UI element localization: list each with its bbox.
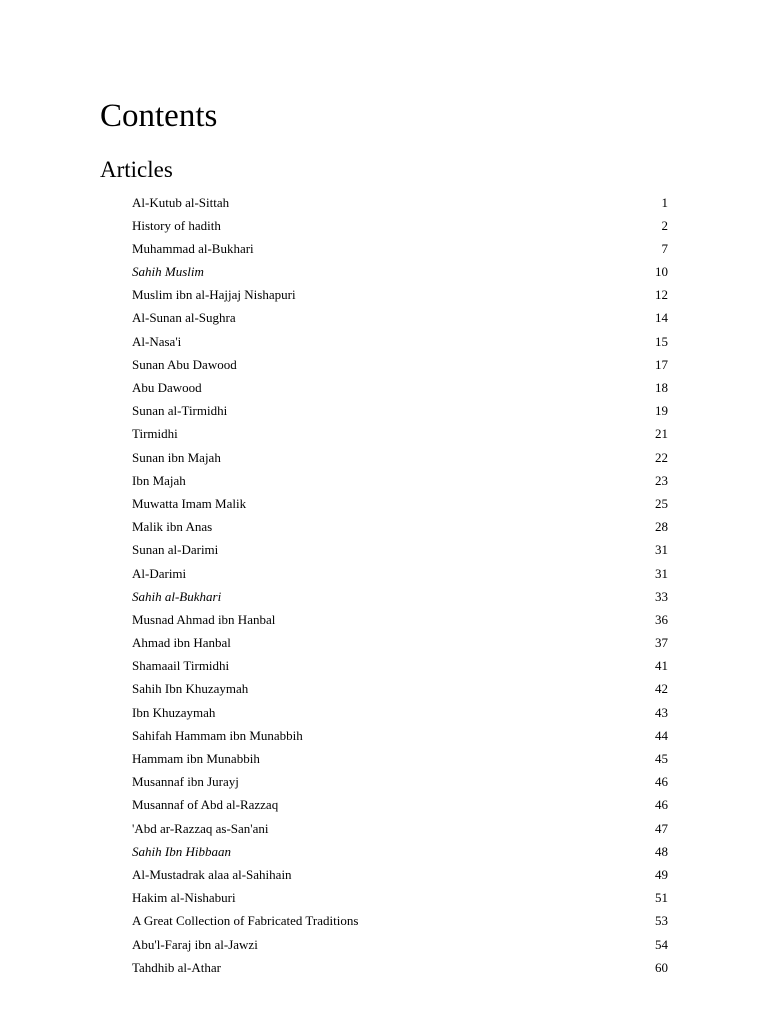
toc-entry[interactable] [132, 515, 668, 538]
toc-entry-title[interactable]: Hammam ibn Munabbih [132, 751, 260, 766]
toc-entry-page-number: 33 [655, 588, 668, 604]
toc-entry-title[interactable]: Tahdhib al-Athar [132, 959, 221, 975]
toc-entry-page-number: 42 [655, 681, 668, 697]
toc-entry-title[interactable]: A Great Collection of Fabricated Traditions [132, 913, 359, 929]
toc-entry-title[interactable]: Ibn Khuzaymah [132, 704, 216, 720]
toc-entry-page-number: 25 [655, 495, 668, 511]
toc-entry[interactable] [132, 677, 668, 700]
toc-entry[interactable] [132, 956, 668, 979]
toc-entry[interactable] [132, 283, 668, 306]
toc-entry-page-number: 17 [655, 356, 668, 372]
toc-entry-title[interactable]: Tirmidhi [132, 426, 178, 442]
toc-entry-page-number: 48 [655, 843, 668, 859]
toc-entry[interactable] [132, 446, 668, 469]
toc-entry[interactable] [132, 538, 668, 561]
toc-entry-page-number: 41 [655, 658, 668, 674]
toc-entry-title[interactable]: Al-Sunan al-Sughra [132, 310, 236, 326]
toc-entry-title[interactable]: Al-Nasa'i [132, 333, 182, 349]
table-of-contents [132, 191, 668, 979]
toc-entry[interactable] [132, 747, 668, 770]
toc-entry[interactable] [132, 654, 668, 677]
toc-entry-title[interactable]: Sunan al-Darimi [132, 542, 219, 558]
toc-entry-title[interactable]: Sahih Muslim [132, 264, 204, 280]
toc-entry-page-number: 10 [655, 264, 668, 280]
toc-entry-page-number: 51 [655, 890, 668, 906]
toc-entry-title[interactable]: Malik ibn Anas [132, 519, 213, 535]
toc-entry[interactable] [132, 608, 668, 631]
toc-entry-page-number: 54 [655, 936, 668, 952]
toc-entry[interactable] [132, 376, 668, 399]
toc-entry[interactable] [132, 585, 668, 608]
toc-entry[interactable] [132, 422, 668, 445]
toc-entry[interactable] [132, 840, 668, 863]
toc-entry-title[interactable]: Sunan al-Tirmidhi [132, 403, 228, 419]
toc-entry[interactable] [132, 724, 668, 747]
toc-entry-title[interactable]: Sahih Ibn Khuzaymah [132, 681, 249, 697]
toc-entry-title[interactable]: Ahmad ibn Hanbal [132, 635, 231, 651]
toc-entry[interactable] [132, 793, 668, 816]
toc-entry-page-number: 46 [655, 774, 668, 790]
toc-entry-page-number: 36 [655, 611, 668, 627]
toc-entry-title[interactable]: Musannaf ibn Jurayj [132, 774, 239, 790]
toc-entry-page-number: 18 [655, 380, 668, 395]
section-heading-articles: Articles [100, 157, 173, 182]
toc-entry[interactable] [132, 886, 668, 909]
toc-entry-title[interactable]: Abu'l-Faraj ibn al-Jawzi [132, 936, 258, 952]
toc-entry[interactable] [132, 237, 668, 260]
toc-entry-title[interactable]: Hakim al-Nishaburi [132, 890, 236, 906]
toc-entry-title[interactable]: History of hadith [132, 217, 221, 233]
toc-entry-title[interactable]: Ibn Majah [132, 472, 186, 488]
toc-entry[interactable] [132, 353, 668, 376]
toc-entry[interactable] [132, 399, 668, 422]
toc-entry[interactable] [132, 562, 668, 585]
toc-entry-page-number: 14 [655, 310, 668, 326]
toc-entry[interactable] [132, 701, 668, 724]
toc-entry-title[interactable]: Muslim ibn al-Hajjaj Nishapuri [132, 287, 296, 303]
toc-entry[interactable] [132, 330, 668, 353]
toc-entry-page-number: 60 [655, 959, 668, 975]
toc-entry-page-number: 31 [655, 565, 668, 581]
toc-entry-page-number: 19 [655, 403, 668, 419]
page-title: Contents [100, 98, 218, 134]
toc-entry-title[interactable]: Sunan ibn Majah [132, 449, 221, 465]
toc-entry-page-number: 47 [655, 820, 668, 836]
toc-entry-title[interactable]: 'Abd ar-Razzaq as-San'ani [132, 820, 269, 836]
toc-entry[interactable] [132, 909, 668, 932]
toc-entry[interactable] [132, 933, 668, 956]
toc-entry-title[interactable]: Shamaail Tirmidhi [132, 658, 230, 674]
toc-entry-title[interactable]: Muwatta Imam Malik [132, 495, 247, 511]
toc-entry-page-number: 46 [655, 797, 668, 813]
toc-entry-page-number: 31 [655, 542, 668, 558]
toc-entry-page-number: 28 [655, 519, 668, 535]
toc-entry-page-number: 1 [661, 194, 668, 210]
toc-entry-page-number: 43 [655, 704, 668, 720]
toc-entry-title[interactable]: Sunan Abu Dawood [132, 356, 237, 372]
toc-entry-page-number: 37 [655, 635, 668, 651]
toc-entry[interactable] [132, 863, 668, 886]
toc-entry[interactable] [132, 260, 668, 283]
toc-entry-title[interactable]: Musannaf of Abd al-Razzaq [132, 797, 279, 813]
toc-entry-page-number: 12 [655, 287, 668, 303]
toc-entry-page-number: 15 [655, 333, 668, 349]
toc-entry[interactable] [132, 631, 668, 654]
toc-entry-title[interactable]: Al-Kutub al-Sittah [132, 194, 230, 210]
toc-entry[interactable] [132, 469, 668, 492]
toc-entry-page-number: 7 [661, 240, 668, 256]
toc-entry-page-number: 45 [655, 751, 668, 766]
toc-entry-title[interactable]: Abu Dawood [132, 380, 202, 395]
toc-entry[interactable] [132, 214, 668, 237]
toc-entry-title[interactable]: Sahih al-Bukhari [132, 588, 222, 604]
toc-entry[interactable] [132, 191, 668, 214]
toc-entry-title[interactable]: Muhammad al-Bukhari [132, 240, 254, 256]
toc-entry-title[interactable]: Sahifah Hammam ibn Munabbih [132, 727, 303, 743]
toc-entry[interactable] [132, 306, 668, 329]
toc-entry-title[interactable]: Musnad Ahmad ibn Hanbal [132, 611, 276, 627]
toc-entry-page-number: 2 [661, 217, 668, 233]
toc-entry[interactable] [132, 492, 668, 515]
toc-entry[interactable] [132, 817, 668, 840]
toc-entry[interactable] [132, 770, 668, 793]
toc-entry-title[interactable]: Al-Mustadrak alaa al-Sahihain [132, 866, 292, 882]
toc-entry-page-number: 49 [655, 866, 668, 882]
toc-entry-page-number: 22 [655, 449, 668, 465]
toc-entry-page-number: 21 [655, 426, 668, 442]
toc-entry-page-number: 23 [655, 472, 668, 488]
toc-entry-title[interactable]: Al-Darimi [132, 565, 187, 581]
toc-entry-page-number: 44 [655, 727, 668, 743]
toc-entry-title[interactable]: Sahih Ibn Hibbaan [132, 843, 231, 859]
toc-entry-page-number: 53 [655, 913, 668, 929]
